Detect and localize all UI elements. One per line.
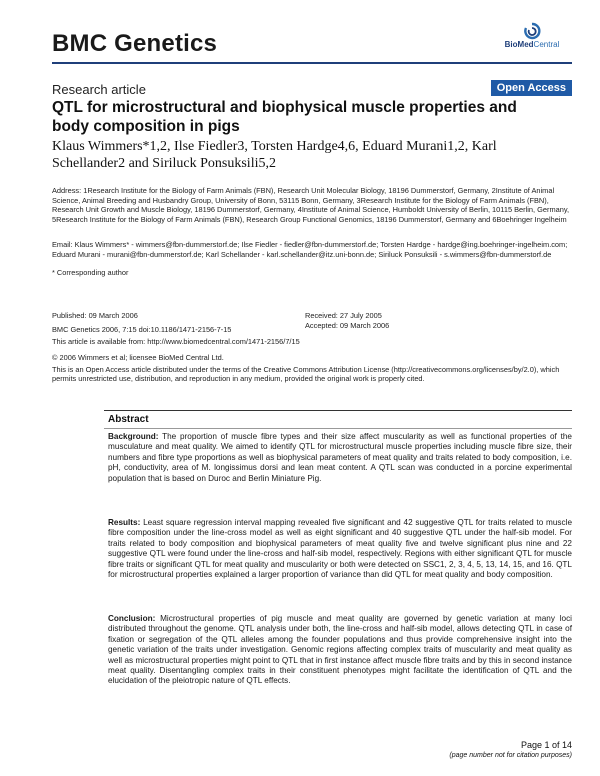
background-text: The proportion of muscle fibre types and their size affect muscularity as well as functional properties of the musculature and meat quality. We aimed to identify QTL for microstructural muscle properties including muscle fibre size, their numbers and fibre type proportions as well as biophysical parameters of meat quality and traits related to body composition, i.e. pH, conductivity, area of M. longissimus dorsi and lean meat content. A QTL scan was conducted in a porcine experimental population that is based on Duroc and Berlin Miniature Pig. xyxy=(108,432,572,483)
submission-info xyxy=(305,311,505,330)
conclusion-label: Conclusion: xyxy=(108,614,156,623)
page-number-note: (page number not for citation purposes) xyxy=(449,752,572,759)
article-url[interactable]: This article is available from: http://www.biomedcentral.com/1471-2156/7/15 xyxy=(52,337,300,346)
article-type: Research article xyxy=(52,82,146,97)
publisher-name: BioMed xyxy=(504,40,534,49)
abstract-heading-rule xyxy=(104,428,572,429)
abstract-background xyxy=(108,432,572,484)
copyright-line: © 2006 Wimmers et al; licensee BioMed Central Ltd. xyxy=(52,353,224,362)
publication-info xyxy=(52,311,282,334)
abstract-results xyxy=(108,518,572,580)
open-access-badge: Open Access xyxy=(491,80,572,96)
article-title: QTL for microstructural and biophysical muscle properties and body composition in pigs xyxy=(52,99,517,135)
header-rule xyxy=(52,62,572,64)
background-label: Background: xyxy=(108,432,159,441)
citation: BMC Genetics 2006, 7:15 doi:10.1186/1471-2156-7-15 xyxy=(52,324,232,334)
license-text: This is an Open Access article distributed under the terms of the Creative Commons Attribution License (http://creativecommons.org/licenses/by/2.0), which permits unrestricted use, distribution, and reproduction in any medium, provided the original work is properly cited. xyxy=(52,364,560,384)
accepted-date: Accepted: 09 March 2006 xyxy=(305,320,390,330)
corresponding-author-note: * Corresponding author xyxy=(52,268,129,277)
page-number: Page 1 of 14 xyxy=(520,740,572,750)
biomed-central-logo-icon xyxy=(521,22,543,40)
affiliations: Address: 1Research Institute for the Biology of Farm Animals (FBN), Research Unit Molecular Biology, 18196 Dummerstorf, Germany, 2Institute of Animal Science, Animal Breeding and Husbandry Group, University of Bonn, 53115 Bonn, Germany, 3Research Institute for the Biology of Farm Animals (FBN), Research Unit Growth and Muscle Biology, 18196 Dummerstorf, Germany, 4Institute of Animal Science, Humboldt University of Berlin, 10115 Berlin, Germany, 5Research Institute for the Biology of Farm Animals (FBN), Research Group Functional Genomics, 18196 Dummerstorf, Germany and 6Boehringer Ingelheim xyxy=(52,186,570,224)
results-label: Results: xyxy=(108,518,141,527)
copyright xyxy=(52,353,570,384)
journal-title: BMC Genetics xyxy=(52,30,218,57)
abstract-conclusion xyxy=(108,614,572,687)
published-date: Published: 09 March 2006 xyxy=(52,311,138,320)
abstract-heading: Abstract xyxy=(108,414,149,425)
abstract-top-rule xyxy=(104,410,572,411)
author-emails: Email: Klaus Wimmers* - wimmers@fbn-dummerstorf.de; Ilse Fiedler - fiedler@fbn-dummerstorf.de; Torsten Hardge - hardge@ing.boehringer-ingelheim.com; Eduard Murani - murani@fbn-dummerstorf.de; Karl Schellander - karl.schellander@itz.uni-bonn.de; Siriluck Ponsuksili - s.wimmers@fbn-dummerstorf.de xyxy=(52,240,568,259)
author-list: Klaus Wimmers*1,2, Ilse Fiedler3, Torsten Hardge4,6, Eduard Murani1,2, Karl Schellander2 and Siriluck Ponsuksili5,2 xyxy=(52,139,497,171)
conclusion-text: Microstructural properties of pig muscle and meat quality are governed by genetic variation at many loci distributed throughout the genome. QTL analysis under both, the line-cross and half-sib model, allows detecting QTL in case of fixation or segregation of the QTL alleles among the founder populations and thus provide comprehensive insight into the genetic variation of the traits under investigation. Genomic regions affecting complex traits of muscularity and meat quality as well as microstructural properties might point to QTL that in first instance affect muscle fibre traits and by this in second instance meat quality. Disentangling complex traits in their constituent phenotypes might facilitate the identification of QTL and the elucidation of the pleiotropic nature of QTL effects. xyxy=(108,614,572,686)
publisher-logo xyxy=(492,22,572,56)
results-text: Least square regression interval mapping revealed five significant and 42 suggestive QTL for traits related to muscle fibre composition under the line-cross model as well as eight significant and 40 suggestive QTL under the half-sib model. For traits related to body composition and biophysical parameters of meat quality five and twelve significant plus nine and 22 suggestive QTL were found under the line-cross and half-sib model, respectively. Regions with either significant QTL for muscle fibre traits or significant QTL for meat quality and muscularity or both were detected on SSC1, 2, 3, 4, 5, 13, 14, 15, and 16. QTL for microstructural properties explained a larger proportion of variance than did QTL for meat quality and body composition. xyxy=(108,518,572,580)
publisher-suffix: Central xyxy=(533,40,560,49)
received-date: Received: 27 July 2005 xyxy=(305,311,382,320)
